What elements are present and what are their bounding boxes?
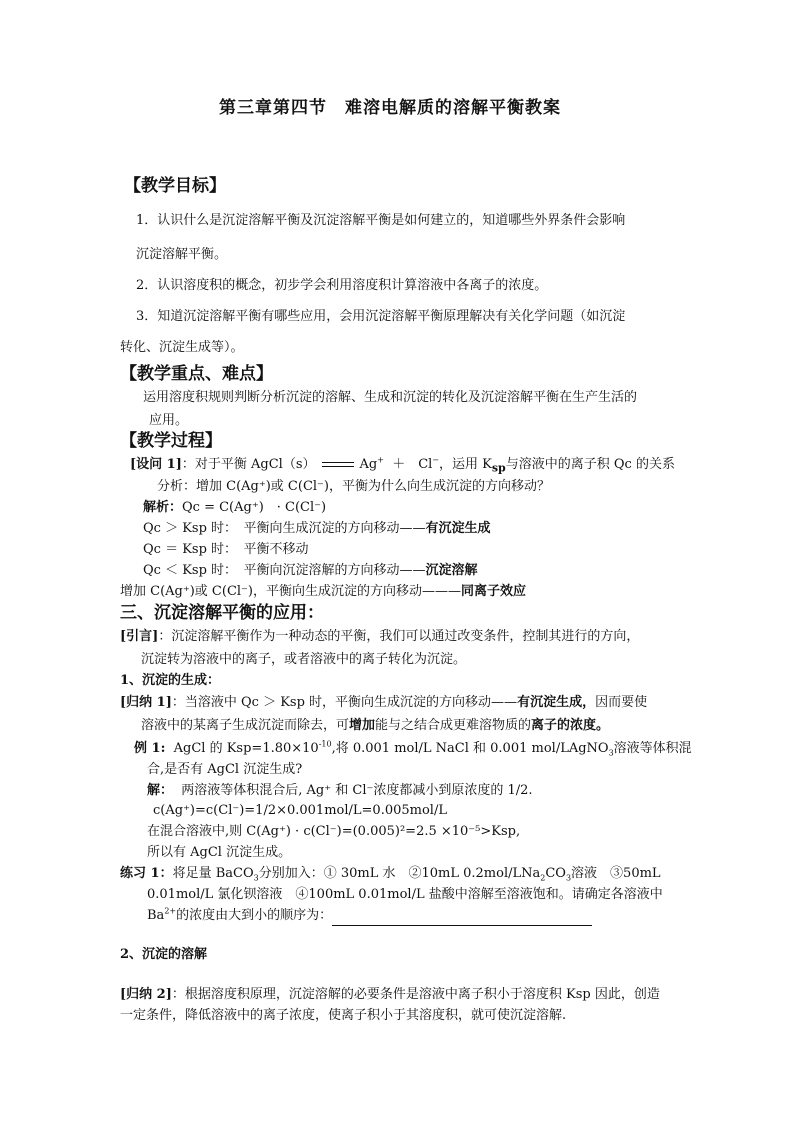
solution-line-3: 在混合溶液中,则 C(Ag⁺) · c(Cl⁻)=(0.005)²=2.5 ×10⁻⁵>Ksp, bbox=[147, 824, 521, 839]
practice-1-line-2: 0.01mol/L 氯化钡溶液 ④100mL 0.01mol/L 盐酸中溶解至溶液饱和。请确定各溶液中 bbox=[147, 887, 663, 902]
condition-greater: Qc ＞ Ksp 时： 平衡向生成沉淀的方向移动——有沉淀生成 bbox=[143, 521, 491, 536]
goal-1-line-2: 沉淀溶解平衡。 bbox=[136, 247, 228, 262]
summary-2-line-1: [归纳 2]：根据溶度积原理，沉淀溶解的必要条件是溶液中离子积小于溶度积 Ksp 因此，创造 bbox=[120, 987, 660, 1002]
solution-line-4: 所以有 AgCl 沉淀生成。 bbox=[147, 845, 292, 860]
equilibrium-arrow-icon bbox=[322, 462, 354, 468]
section-heading-application: 三、沉淀溶解平衡的应用： bbox=[120, 603, 324, 623]
goal-3-line-1: 3．知道沉淀溶解平衡有哪些应用，会用沉淀溶解平衡原理解决有关化学问题（如沉淀 bbox=[136, 309, 626, 324]
practice-1-line-1: 练习 1：将足量 BaCO$_3$分别加入：① 30mL 水 ②10mL $0.2mol/LNa_2CO_3$溶液 ③50mL bbox=[120, 866, 661, 883]
page-title: 第三章第四节 难溶电解质的溶解平衡教案 bbox=[219, 98, 561, 118]
goal-1-line-1: 1．认识什么是沉淀溶解平衡及沉淀溶解平衡是如何建立的，知道哪些外界条件会影响 bbox=[136, 213, 626, 228]
answer-blank[interactable] bbox=[332, 911, 592, 926]
example-1-line-2: 合,是否有 AgCl 沉淀生成? bbox=[147, 762, 303, 777]
condition-equal: Qc ＝ Ksp 时： 平衡不移动 bbox=[143, 542, 309, 557]
question-1: [设问 1]：对于平衡 AgCl（s） Ag+ ＋ Cl−，运用 $K_{sp}$与溶液中的离子积 Qc 的关系 bbox=[130, 455, 675, 475]
section-heading-focus: 【教学重点、难点】 bbox=[120, 364, 273, 384]
intro-line-2: 沉淀转为溶液中的离子，或者溶液中的离子转化为沉淀。 bbox=[141, 652, 467, 667]
intro-line-1: [引言]：沉淀溶解平衡作为一种动态的平衡，我们可以通过改变条件，控制其进行的方向， bbox=[120, 629, 640, 644]
analysis-formula: 解析：Qc = C(Ag⁺) · C(Cl⁻) bbox=[143, 500, 327, 515]
section-heading-goals: 【教学目标】 bbox=[124, 176, 226, 196]
subsection-precipitation-dissolution: 2、沉淀的溶解 bbox=[120, 947, 208, 962]
goal-3-line-2: 转化、沉淀生成等）。 bbox=[120, 340, 244, 355]
summary-1-line-1: [归纳 1]：当溶液中 Qc ＞ Ksp 时，平衡向生成沉淀的方向移动——有沉淀生成，因而要使 bbox=[120, 695, 648, 710]
summary-2-line-2: 一定条件，降低溶液中的离子浓度，使离子积小于其溶度积，就可使沉淀溶解. bbox=[120, 1008, 567, 1023]
common-ion-effect: 增加 C(Ag⁺)或 C(Cl⁻)，平衡向生成沉淀的方向移动———同离子效应 bbox=[120, 584, 526, 599]
subsection-precipitation-formation: 1、沉淀的生成： bbox=[120, 673, 221, 688]
focus-line-2: 应用。 bbox=[149, 413, 189, 428]
summary-1-line-2: 溶液中的某离子生成沉淀而除去，可增加能与之结合成更难溶物质的离子的浓度。 bbox=[141, 718, 610, 733]
question-1-tag: [设问 1] bbox=[130, 457, 182, 472]
analysis-line: 分析：增加 C(Ag⁺)或 C(Cl⁻)，平衡为什么向生成沉淀的方向移动？ bbox=[157, 479, 550, 494]
practice-1-line-3: $Ba^{2+}$的浓度由大到小的顺序为： bbox=[147, 906, 592, 926]
section-heading-process: 【教学过程】 bbox=[120, 431, 222, 451]
example-1-line-1: 例 1: AgCl 的 $Ksp=1.80\times 10^{-10}$,将 0.001 mol/L NaCl 和 0.001 mol/LAgNO$_3$溶液等体积混 bbox=[134, 739, 692, 758]
goal-2: 2．认识溶度积的概念，初步学会利用溶度积计算溶液中各离子的浓度。 bbox=[136, 278, 548, 293]
solution-line-1: 解： 两溶液等体积混合后, Ag⁺ 和 Cl⁻浓度都减小到原浓度的 1/2. bbox=[147, 783, 533, 798]
focus-line-1: 运用溶度积规则判断分析沉淀的溶解、生成和沉淀的转化及沉淀溶解平衡在生产生活的 bbox=[143, 390, 638, 405]
solution-line-2: c(Ag⁺)=c(Cl⁻)=1/2×0.001mol/L=0.005mol/L bbox=[153, 803, 447, 818]
condition-less: Qc ＜ Ksp 时： 平衡向沉淀溶解的方向移动——沉淀溶解 bbox=[143, 563, 478, 578]
